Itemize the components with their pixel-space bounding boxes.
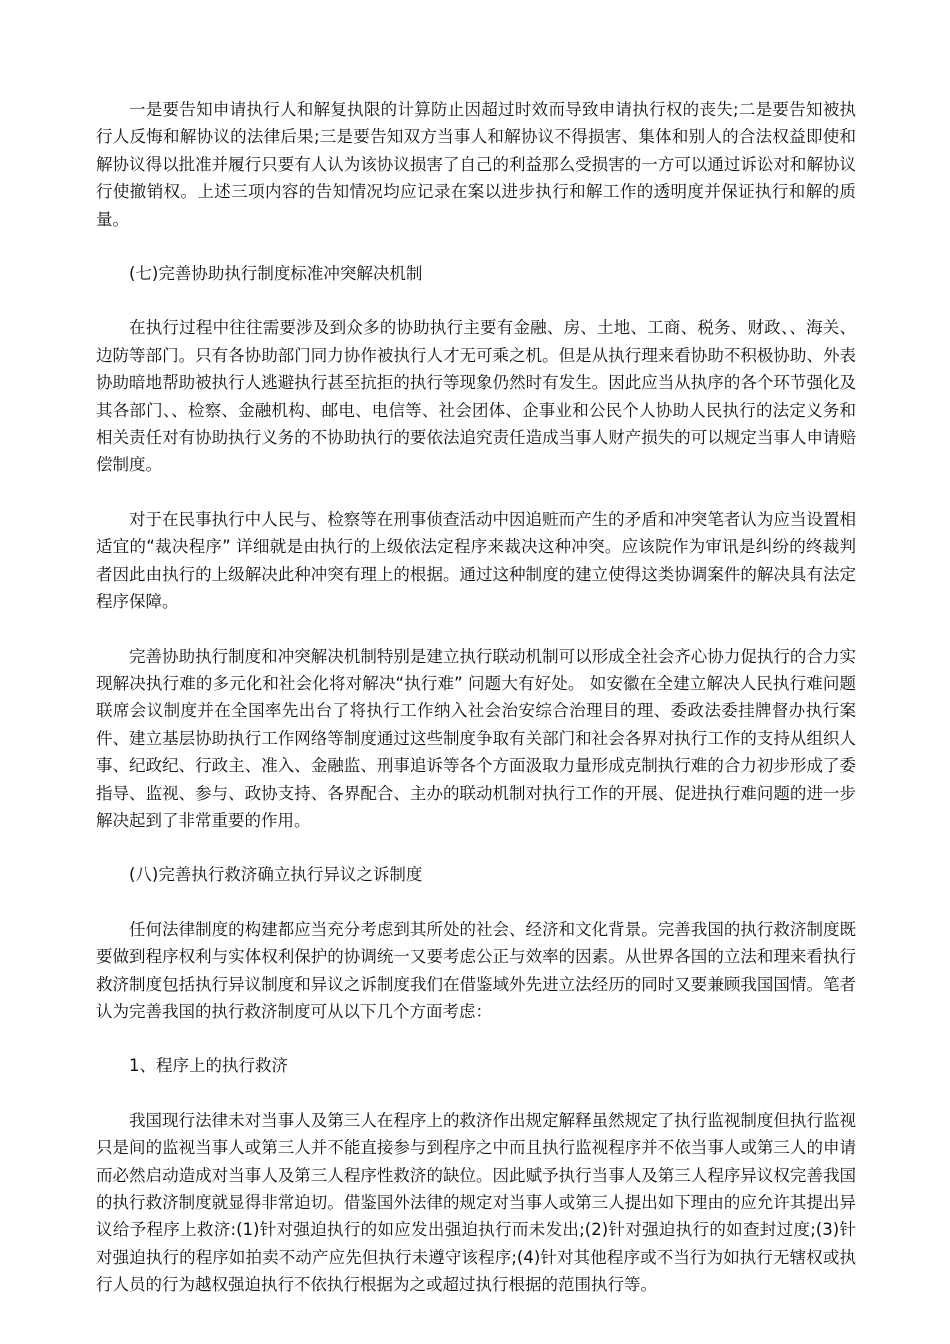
paragraph-gap bbox=[96, 834, 856, 861]
paragraph-gap bbox=[96, 1025, 856, 1052]
paragraph-remedy-background: 任何法律制度的构建都应当充分考虑到其所处的社会、经济和文化背景。完善我国的执行救济制度既要做到程序权利与实体权利保护的协调统一又要考虑公正与效率的因素。从世界各国的立法和理来看执行救济制度包括执行异议制度和异议之诉制度我们在借鉴域外先进立法经历的同时又要兼顾我国国情。笔者认为完善我国的执行救济制度可从以下几个方面考虑： bbox=[96, 919, 856, 1021]
paragraph-ruling-procedure: 对于在民事执行中人民与、检察等在刑事侦查活动中因追赃而产生的矛盾和冲突笔者认为应当设置相适宜的“裁决程序” 详细就是由执行的上级依法定程序来裁决这种冲突。应该院作为审讯是纠纷的终裁判者因此由执行的上级解决此种冲突有理上的根据。通过这种制度的建立使得这类协调案件的解决具有法定程序保障。 bbox=[96, 509, 856, 612]
paragraph-gap bbox=[96, 1080, 856, 1107]
paragraph-notification-duties: 一是要告知申请执行人和解复执限的计算防止因超过时效而导致申请执行权的丧失;二是要告知被执行人反悔和解协议的法律后果;三是要告知双方当事人和解协议不得损害、集体和别人的合法权益即使和解协议得以批准并履行只要有人认为该协议损害了自己的利益那么受损害的一方可以通过诉讼对和解协议行使撤销权。上述三项内容的告知情况均应记录在案以进步执行和解工作的透明度并保证执行和解的质量。 bbox=[96, 100, 856, 229]
paragraph-gap bbox=[96, 287, 856, 314]
section-heading-7: (七)完善协助执行制度标准冲突解决机制 bbox=[129, 264, 423, 284]
section-heading-8: (八)完善执行救济确立执行异议之诉制度 bbox=[129, 865, 423, 885]
paragraph-assist-departments: 在执行过程中往往需要涉及到众多的协助执行主要有金融、房、土地、工商、税务、财政、、海关、边防等部门。只有各协助部门同力协作被执行人才无可乘之机。但是从执行理来看协助不积极协助、外表协助暗地帮助被执行人逃避执行甚至抗拒的执行等现象仍然时有发生。因此应当从执序的各个环节强化及其各部门、、检察、金融机构、邮电、电信等、社会团体、企事业和公民个人协助人民执行的法定义务和相关责任对有协助执行义务的不协助执行的要依法追究责任造成当事人财产损失的可以规定当事人申请赔偿制度。 bbox=[96, 318, 856, 475]
paragraph-gap bbox=[96, 889, 856, 916]
document-page bbox=[96, 96, 856, 1299]
paragraph-gap bbox=[96, 616, 856, 643]
paragraph-gap bbox=[96, 233, 856, 260]
paragraph-gap bbox=[96, 479, 856, 506]
paragraph-procedural-remedy: 我国现行法律未对当事人及第三人在程序上的救济作出规定解释虽然规定了执行监视制度但执行监视只是间的监视当事人或第三人并不能直接参与到程序之中而且执行监视程序并不依当事人或第三人的申请而必然启动造成对当事人及第三人程序性救济的缺位。因此赋予执行当事人及第三人程序异议权完善我国的执行救济制度就显得非常迫切。借鉴国外法律的规定对当事人或第三人提出如下理由的应允许其提出异议给予程序上救济:(1)针对强迫执行的如应发出强迫执行而未发出;(2)针对强迫执行的如查封过度;(3)针对强迫执行的程序如拍卖不动产应先但执行未遵守该程序;(4)针对其他程序或不当行为如执行无辖权或执行人员的行为越权强迫执行不依执行根据为之或超过执行根据的范围执行等。 bbox=[96, 1110, 856, 1295]
paragraph-linkage-mechanism: 完善协助执行制度和冲突解决机制特别是建立执行联动机制可以形成全社会齐心协力促执行的合力实现解决执行难的多元化和社会化将对解决“执行难” 问题大有好处。 如安徽在全建立解决人民执行难问题联席会议制度并在全国率先出台了将执行工作纳入社会治安综合治理目的理、委政法委挂牌督办执行案件、建立基层协助执行工作网络等制度通过这些制度争取有关部门和社会各界对执行工作的支持从组织人事、纪政纪、行政主、准入、金融监、刑事追诉等各个方面汲取力量形成克制执行难的合力初步形成了委指导、监视、参与、政协支持、各界配合、主办的联动机制对执行工作的开展、促进执行难问题的进一步解决起到了非常重要的作用。 bbox=[96, 646, 856, 830]
subsection-heading-1: 1、程序上的执行救济 bbox=[129, 1056, 288, 1076]
